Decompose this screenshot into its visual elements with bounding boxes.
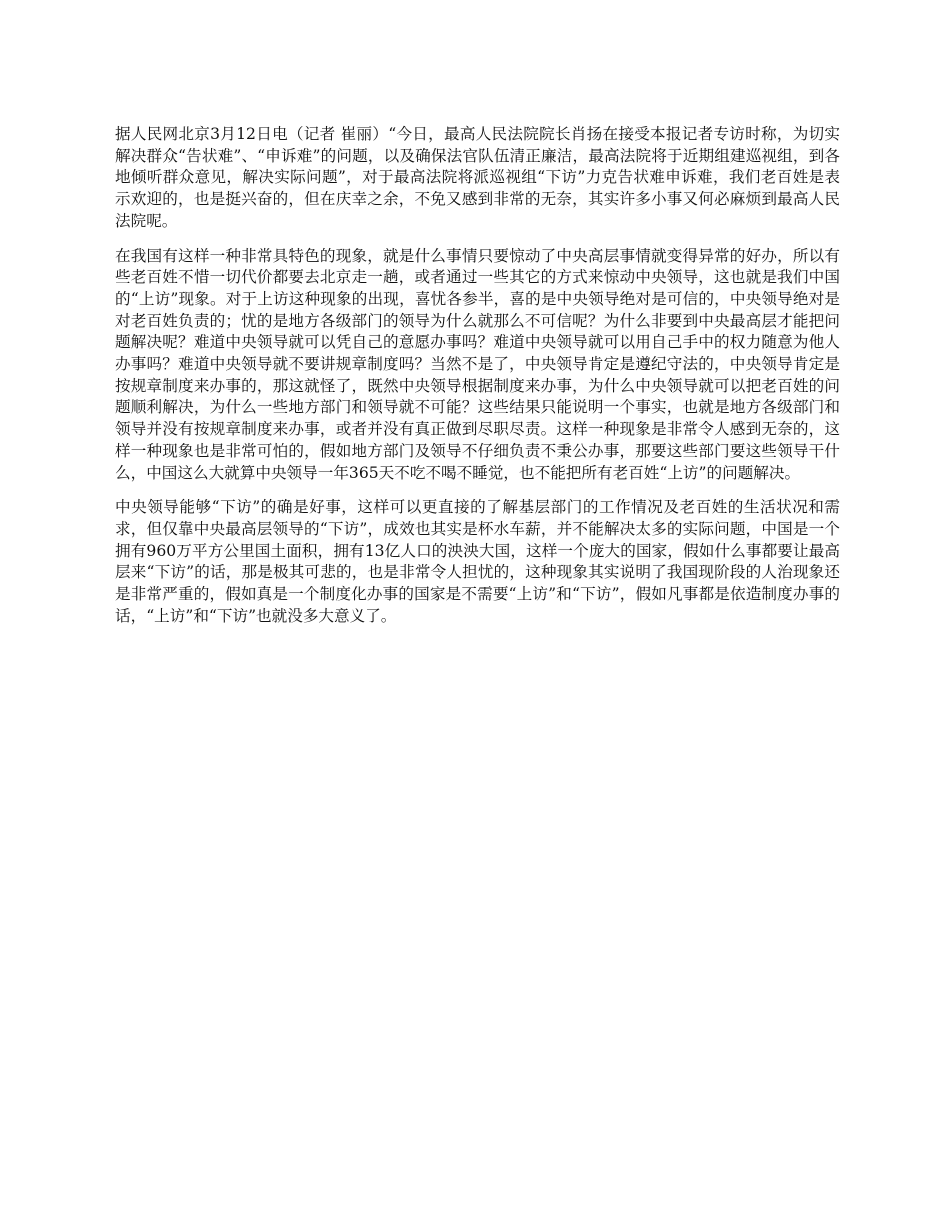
paragraph-2: 在我国有这样一种非常具特色的现象，就是什么事情只要惊动了中央高层事情就变得异常的好办，所以有些老百姓不惜一切代价都要去北京走一趟，或者通过一些其它的方式来惊动中央领导，这也就是我们中国的“上访”现象。对于上访这种现象的出现，喜忧各参半，喜的是中央领导绝对是可信的，中央领导绝对是对老百姓负责的；忧的是地方各级部门的领导为什么就那么不可信呢？为什么非要到中央最高层才能把问题解决呢？难道中央领导就可以凭自己的意愿办事吗？难道中央领导就可以用自己手中的权力随意为他人办事吗？难道中央领导就不要讲规章制度吗？当然不是了，中央领导肯定是遵纪守法的，中央领导肯定是按规章制度来办事的，那这就怪了，既然中央领导根据制度来办事，为什么中央领导就可以把老百姓的问题顺利解决，为什么一些地方部门和领导就不可能？这些结果只能说明一个事实，也就是地方各级部门和领导并没有按规章制度来办事，或者并没有真正做到尽职尽责。这样一种现象是非常令人感到无奈的，这样一种现象也是非常可怕的，假如地方部门及领导不仔细负责不秉公办事，那要这些部门要这些领导干什么，中国这么大就算中央领导一年365天不吃不喝不睡觉，也不能把所有老百姓“上访”的问题解决。 <box>115 246 840 482</box>
paragraph-1: 据人民网北京3月12日电（记者 崔丽）“今日，最高人民法院院长肖扬在接受本报记者专访时称，为切实解决群众“告状难”、“申诉难”的问题，以及确保法官队伍清正廉洁，最高法院将于近期组建巡视组，到各地倾听群众意见，解决实际问题”，对于最高法院将派巡视组“下访”力克告状难申诉难，我们老百姓是表示欢迎的，也是挺兴奋的，但在庆幸之余，不免又感到非常的无奈，其实许多小事又何必麻烦到最高人民法院呢。 <box>115 125 840 230</box>
paragraph-3: 中央领导能够“下访”的确是好事，这样可以更直接的了解基层部门的工作情况及老百姓的生活状况和需求，但仅靠中央最高层领导的“下访”，成效也其实是杯水车薪，并不能解决太多的实际问题，中国是一个拥有960万平方公里国土面积，拥有13亿人口的泱泱大国，这样一个庞大的国家，假如什么事都要让最高层来“下访”的话，那是极其可悲的，也是非常令人担忧的，这种现象其实说明了我国现阶段的人治现象还是非常严重的，假如真是一个制度化办事的国家是不需要“上访”和“下访”，假如凡事都是依造制度办事的话，“上访”和“下访”也就没多大意义了。 <box>115 498 840 625</box>
document-page <box>115 124 840 640</box>
